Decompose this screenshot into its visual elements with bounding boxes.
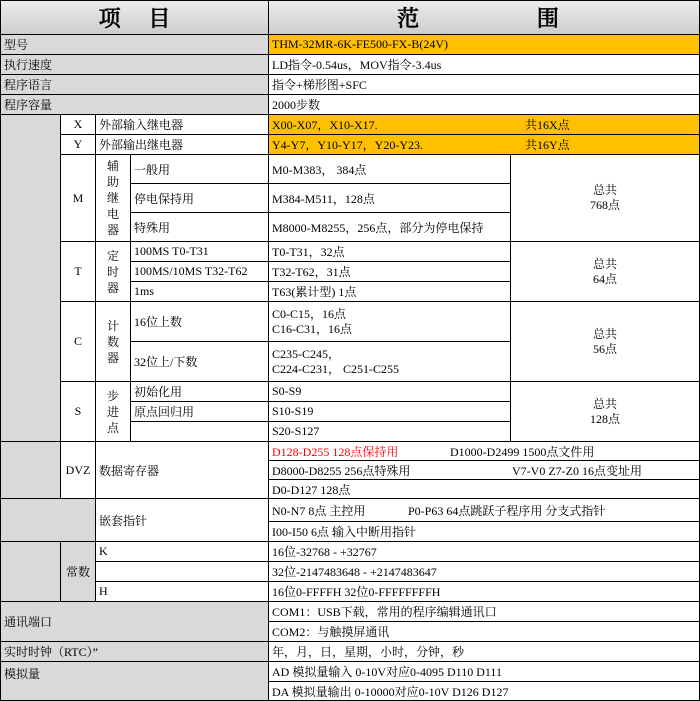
relay-m-total-line: 总共 <box>592 183 617 197</box>
counter-c-total-line: 总共 <box>592 326 617 341</box>
counter-c-value-line: C235-C245， <box>272 346 341 361</box>
relay-m-code: M <box>60 154 96 242</box>
model-label: 型号 <box>0 34 269 55</box>
timer-t-item-label: 100MS T0-T31 <box>130 241 269 262</box>
dvz-general-range: D0-D127 128点 <box>272 482 351 497</box>
dvz-file-range: D1000-D2499 1500点文件用 <box>450 444 595 459</box>
dvz-special-range: D8000-D8255 256点特殊用 <box>272 463 411 478</box>
analog-line: AD 模拟量输入 0-10V对应0-4095 D110 D111 <box>268 661 700 682</box>
relay-m-group <box>95 154 131 242</box>
dvz-latched-range: D128-D255 128点保持用 <box>272 444 399 459</box>
counter-c-total-line: 56点 <box>592 341 617 356</box>
speed-value: LD指令-0.54us，MOV指令-3.4us <box>268 54 700 75</box>
counter-c-value-line: C224-C231， C251-C255 <box>272 361 400 376</box>
header-item <box>0 0 269 35</box>
step-s-total-line: 128点 <box>589 411 620 426</box>
timer-t-total <box>510 241 700 302</box>
step-s-group <box>95 381 131 442</box>
constant-item-value: 16位0-FFFFH 32位0-FFFFFFFFH <box>268 581 700 602</box>
constant-group-cell <box>0 541 61 602</box>
language-label: 程序语言 <box>0 74 269 95</box>
counter-c-group <box>95 301 131 382</box>
constant-item-label: H <box>95 581 269 602</box>
header-range <box>268 0 700 35</box>
timer-t-code: T <box>60 241 96 302</box>
header-range-label: 范 围 <box>397 7 559 32</box>
io-x-range: X00-X07，X10-X17. <box>272 118 378 132</box>
relay-m-item-label: 特殊用 <box>130 212 269 242</box>
constant-item-value: 16位-32768 - +32767 <box>268 541 700 562</box>
counter-c-group-label: 计数器 <box>106 318 119 365</box>
constant-item-value: 32位-2147483648 - +2147483647 <box>268 561 700 582</box>
counter-c-code: C <box>60 301 96 382</box>
pointer-line <box>268 498 700 522</box>
step-s-total-line: 总共 <box>592 396 617 411</box>
counter-c-value-line: C16-C31，16点 <box>272 321 353 336</box>
step-s-item-label-empty <box>130 421 269 442</box>
timer-t-item-value: T0-T31，32点 <box>268 241 511 262</box>
io-y-range: Y4-Y7，Y10-Y17，Y20-Y23. <box>272 138 423 152</box>
constant-item-label-empty <box>95 561 269 582</box>
dvz-line <box>268 441 700 461</box>
dvz-line <box>268 479 700 499</box>
io-y-range-row <box>268 134 700 155</box>
relay-m-item-label: 停电保持用 <box>130 183 269 213</box>
counter-c-item-label: 16位上数 <box>130 301 269 342</box>
io-x-total: 共16X点 <box>525 118 570 132</box>
pointer-group-cell <box>0 498 96 542</box>
relay-m-total <box>510 154 700 242</box>
device-group-cell <box>0 114 61 442</box>
step-s-group-label: 步进点 <box>106 388 119 435</box>
timer-t-item-label: 1ms <box>130 281 269 302</box>
counter-c-item-value <box>268 301 511 342</box>
io-x-code: X <box>60 114 96 135</box>
step-s-item-value: S10-S19 <box>268 401 511 422</box>
pointer-interrupt-range: I00-I50 6点 输入中断用指针 <box>272 525 416 539</box>
dvz-group-cell <box>0 441 61 499</box>
timer-t-total-line: 总共 <box>592 256 617 271</box>
timer-t-item-value: T32-T62，31点 <box>268 261 511 282</box>
relay-m-item-label: 一般用 <box>130 154 269 184</box>
step-s-item-label: 初始化用 <box>130 381 269 402</box>
language-value: 指令+梯形图+SFC <box>268 74 700 95</box>
counter-c-item-label: 32位上/下数 <box>130 341 269 382</box>
step-s-code: S <box>60 381 96 442</box>
timer-t-group <box>95 241 131 302</box>
comm-line: COM2：与触摸屏通讯 <box>268 621 700 642</box>
relay-m-total-line: 768点 <box>589 198 620 212</box>
capacity-label: 程序容量 <box>0 94 269 115</box>
analog-label: 模拟量 <box>0 661 269 701</box>
timer-t-group-label: 定时器 <box>106 248 119 295</box>
constant-name: 常数 <box>60 541 96 602</box>
comm-line: COM1：USB下载，常用的程序编辑通讯口 <box>268 601 700 622</box>
counter-c-total <box>510 301 700 382</box>
dvz-code: DVZ <box>60 441 96 499</box>
relay-m-group-label: 辅助继电器 <box>106 159 119 237</box>
counter-c-value-line: C0-C15，16点 <box>272 306 347 321</box>
pointer-name: 嵌套指针 <box>95 498 269 542</box>
header-item-label: 项 目 <box>98 7 171 32</box>
capacity-value: 2000步数 <box>268 94 700 115</box>
step-s-item-label: 原点回归用 <box>130 401 269 422</box>
io-y-code: Y <box>60 134 96 155</box>
analog-line: DA 模拟量输出 0-10000对应0-10V D126 D127 <box>268 681 700 701</box>
speed-label: 执行速度 <box>0 54 269 75</box>
timer-t-item-value: T63(累计型) 1点 <box>268 281 511 302</box>
relay-m-item-value: M0-M383， 384点 <box>268 154 511 184</box>
counter-c-item-value <box>268 341 511 382</box>
pointer-master-range: N0-N7 8点 主控用 <box>272 503 366 518</box>
relay-m-item-value: M384-M511，128点 <box>268 183 511 213</box>
model-value: THM-32MR-6K-FE500-FX-B(24V) <box>268 34 700 55</box>
dvz-line <box>268 460 700 480</box>
io-y-total: 共16Y点 <box>525 138 570 152</box>
step-s-total <box>510 381 700 442</box>
timer-t-item-label: 100MS/10MS T32-T62 <box>130 261 269 282</box>
step-s-item-value: S20-S127 <box>268 421 511 442</box>
io-x-range-row <box>268 114 700 135</box>
io-y-name: 外部输出继电器 <box>95 134 269 155</box>
rtc-label: 实时时钟（RTC）” <box>0 641 269 662</box>
timer-t-total-line: 64点 <box>592 271 617 286</box>
comm-label: 通讯端口 <box>0 601 269 642</box>
dvz-index-range: V7-V0 Z7-Z0 16点变址用 <box>512 463 642 478</box>
pointer-branch-range: P0-P63 64点跳跃子程序用 分支式指针 <box>408 503 606 518</box>
step-s-item-value: S0-S9 <box>268 381 511 402</box>
rtc-value: 年，月，日，星期，小时，分钟，秒 <box>268 641 700 662</box>
pointer-line <box>268 521 700 542</box>
io-x-name: 外部输入继电器 <box>95 114 269 135</box>
dvz-name: 数据寄存器 <box>95 441 269 499</box>
relay-m-item-value: M8000-M8255，256点，部分为停电保持 <box>268 212 511 242</box>
constant-item-label: K <box>95 541 269 562</box>
